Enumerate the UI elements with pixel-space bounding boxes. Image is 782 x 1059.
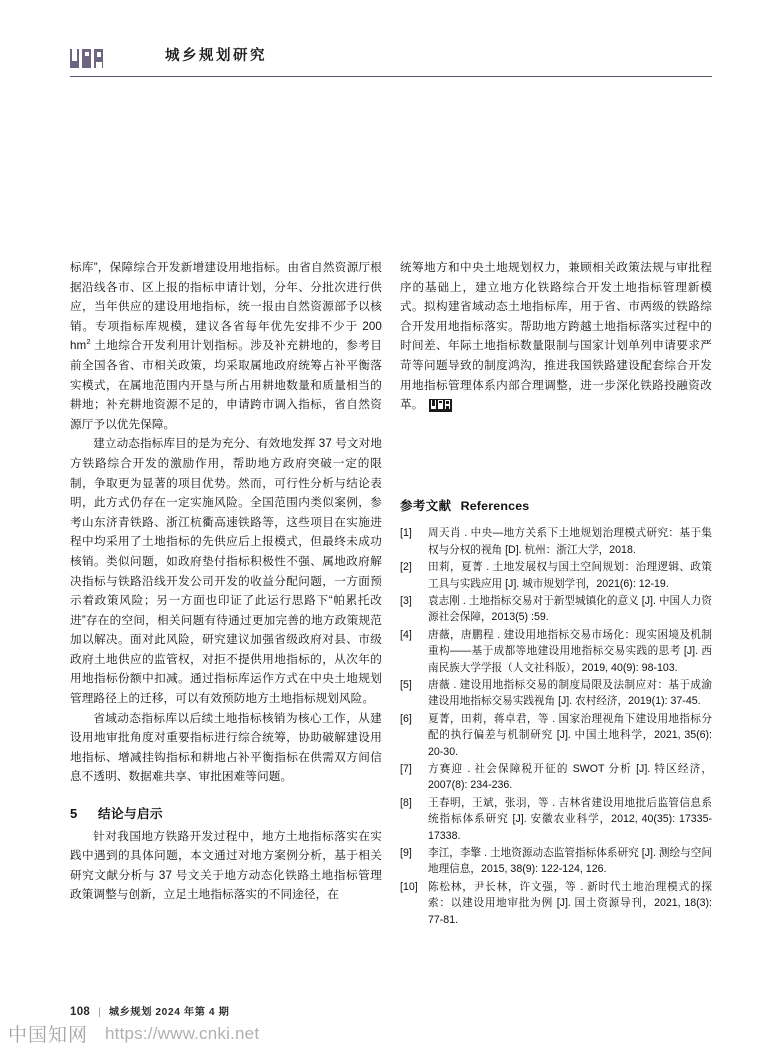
journal-title: 城乡规划研究 [165, 48, 267, 64]
paragraph-text: 省域动态指标库以后续土地指标核销为核心工作，从建设用地审批角度对重要指标进行综合统筹，协助破解建设用地指标、增减挂钩指标和耕地占补平衡指标在供需双方间信息不透明、数据难共享、审批困难等问题。 [70, 711, 382, 784]
page-number: 108 [70, 1006, 91, 1018]
left-column [70, 258, 382, 905]
cnki-watermark [8, 1020, 259, 1047]
reference-text: 方赛迎 . 社会保障税开征的 SWOT 分析 [J]. 特区经济，2007(8): 234-236. [428, 763, 712, 792]
reference-number: [9] [400, 847, 412, 860]
references-heading [400, 497, 712, 517]
page-footer [70, 1003, 229, 1018]
list-item [400, 525, 712, 558]
reference-text: 袁志刚 . 土地指标交易对于新型城镇化的意义 [J]. 中国人力资源社会保障，2013(5) :59. [428, 594, 712, 624]
reference-number: [1] [400, 527, 412, 540]
list-item [400, 761, 712, 794]
section-title: 结论与启示 [98, 807, 163, 822]
list-item [400, 795, 712, 844]
list-item [400, 559, 712, 592]
references-title-en: References [460, 498, 530, 513]
paragraph-text: 建立动态指标库目的是为充分、有效地发挥 37 号文对地方铁路综合开发的激励作用，帮助地方政府突破一定的限制，争取更为显著的项目优势。然而，可行性分析与结论表明，此方式仍存在一定实施风险。全国范围内类似案例，参考山东济青铁路、浙江杭衢高速铁路等，这些项目在实施进程中均采用了土地指标的先供应后上报模式，但最终未成功核销。类似问题，如政府垫付指标积极性不强、属地政府解决指标与铁路沿线开发公司开发的收益分配问题，一方面预示着政策风险；另一方面也印证了此运行思路下“帕累托改进”存在的空间，相关问题有待通过更加完善的地方政策规范加以解决。面对此风险，研究建议加强省级政府对县、市级政府土地供应的监管权，对拒不提供用地指标的，从次年的用地指标份额中扣减。通过指标库运作方式在中央土地规划管理路径上的迁移，可以有效预防地方土地指标规划风险。 [70, 437, 382, 706]
footer-separator: | [98, 1006, 101, 1018]
reference-text: 周天肖 . 中央—地方关系下土地规划治理模式研究：基于集权与分权的视角 [D]. 杭州：浙江大学，2018. [428, 527, 712, 556]
list-item [400, 627, 712, 676]
reference-number: [4] [400, 628, 412, 641]
reference-text: 陈松林，尹长林，许文强，等 . 新时代土地治理模式的探索：以建设用地审批为例 [J]. 国土资源导刊，2021, 18(3): 77-81. [428, 880, 712, 926]
paragraph-text: 统筹地方和中央土地规划权力，兼顾相关政策法规与审批程序的基础上，建立地方化铁路综合开发土地指标管理新模式。拟构建省域动态土地指标库，用于省、市两级的铁路综合开发用地指标落实。帮助地方跨越土地指标落实过程中的时间差、年际土地指标数量限制与国家计划单列申请要求严苛等问题导致的制度鸿沟，推进我国铁路建设配套综合开发用地指标管理体系内部合理调整，进一步深化铁路投融资改革。 [400, 261, 712, 412]
list-item [400, 845, 712, 878]
watermark-url: https://www.cnki.net [105, 1023, 260, 1043]
paragraph-provincial-library [70, 709, 382, 787]
paragraph-indicator-library [70, 258, 382, 434]
reference-number: [8] [400, 796, 412, 809]
list-item [400, 879, 712, 928]
reference-number: [5] [400, 679, 412, 691]
reference-number: [6] [400, 712, 412, 725]
paragraph-text: 针对我国地方铁路开发过程中，地方土地指标落实在实践中遇到的具体问题，本文通过对地方案例分析，基于相关研究文献分析与 37 号文关于地方动态化铁路土地指标管理政策调整与创新，立足土地指标落实的不同途径，在 [70, 829, 382, 902]
right-column [400, 258, 712, 929]
paragraph-conclusion-continued [400, 258, 712, 415]
reference-text: 唐薇，唐鹏程 . 建设用地指标交易市场化：现实困境及机制重构——基于成都等地建设用地指标交易实践的思考 [J]. 西南民族大学学报（人文社科版），2019, 40(9): 98-103. [428, 628, 712, 674]
paragraph-conclusion-body [70, 827, 382, 905]
paragraph-text: 标库”，保障综合开发新增建设用地指标。由省自然资源厅根据沿线各市、区上报的指标申请计划，分年、分批次进行供应，当年供应的建设用地指标，统一报由自然资源部予以核销。专项指标库规模，建议各省每年优先安排不少于 200 $hm^2$ 土地综合开发利用计划指标。涉及补充耕地的，参考目前全国各省、市相关政策，均采取属地政府统筹占补平衡落实模式，在属地范围内开垦与所占用耕地数量和质量相当的耕地；补充耕地资源不足的，申请跨市调入指标，省自然资源厅予以优先保障。 [70, 261, 382, 431]
list-item [400, 593, 712, 626]
reference-text: 唐薇 . 建设用地指标交易的制度局限及法制应对：基于成渝建设用地指标交易实践视角 [J]. 农村经济，2019(1): 37-45. [428, 679, 712, 708]
watermark-brand: 中国知网 [8, 1025, 89, 1046]
issue-label: 城乡规划 2024 年第 4 期 [108, 1007, 230, 1018]
list-item [400, 711, 712, 760]
reference-text: 李江，李擎 . 土地资源动态监管指标体系研究 [J]. 测绘与空间地理信息，2015, 38(9): 122-124, 126. [428, 847, 712, 876]
reference-text: 王春明，王斌，张羽，等 . 吉林省建设用地批后监管信息系统指标体系研究 [J]. 安徽农业科学，2012, 40(35): 17335-17338. [428, 796, 712, 842]
paragraph-dynamic-library-purpose [70, 434, 382, 708]
section-number: 5 [70, 806, 78, 822]
reference-number: [10] [400, 880, 418, 893]
reference-number: [2] [400, 561, 412, 574]
reference-text: 田莉，夏菁 . 土地发展权与国土空间规划：治理逻辑、政策工具与实践应用 [J]. 城市规划学刊，2021(6): 12-19. [428, 561, 712, 590]
list-item [400, 677, 712, 710]
masthead-divider [70, 76, 712, 77]
urp-logo-icon [70, 46, 106, 68]
column-spacer [400, 415, 712, 497]
section-heading-conclusions [70, 804, 382, 825]
references-title-cn: 参考文献 [400, 498, 452, 513]
reference-number: [7] [400, 763, 412, 776]
reference-text: 夏菁，田莉，蒋卓君，等 . 国家治理视角下建设用地指标分配的执行偏差与机制研究 [J]. 中国土地科学，2021, 35(6): 20-30. [428, 712, 712, 758]
reference-list [400, 525, 712, 928]
article-end-urp-mark [429, 399, 452, 412]
reference-number: [3] [400, 594, 412, 607]
masthead [70, 44, 712, 78]
